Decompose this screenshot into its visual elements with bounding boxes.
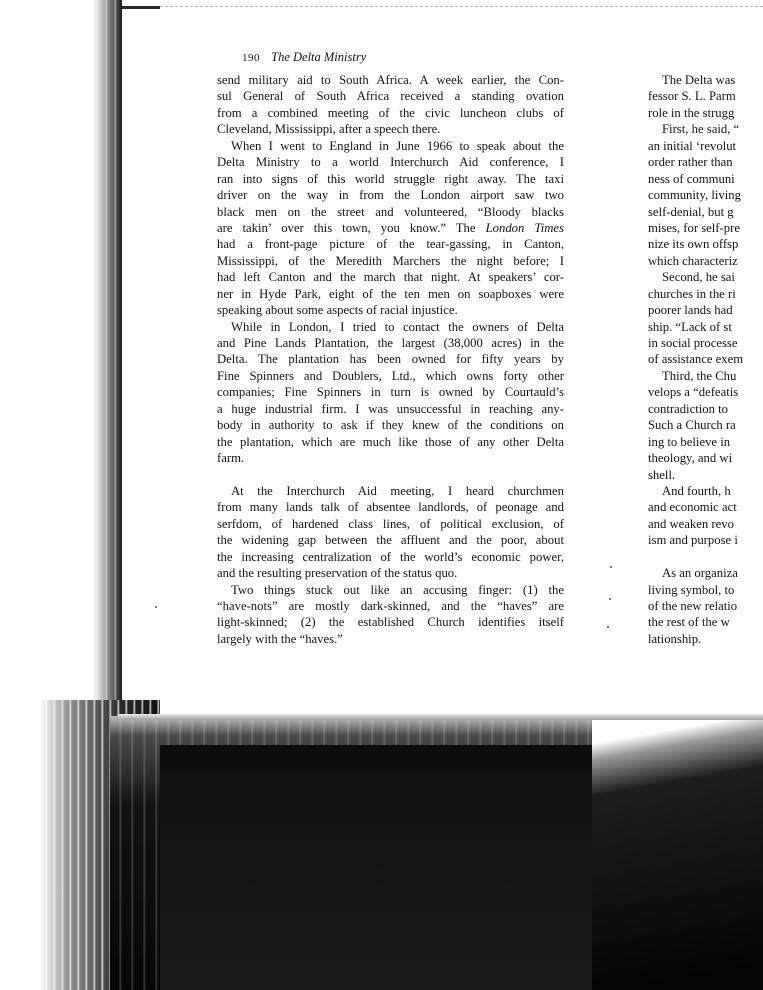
text-line-content: of assistance exem [648,352,744,367]
text-line-content: When I went to England in June 1966 to speak about the [231,138,564,153]
text-line [217,483,564,499]
text-line [217,549,564,565]
text-line [217,417,564,433]
text-line-content: “have-nots” are mostly dark-skinned, and the “haves” are [217,599,564,613]
text-line [648,351,763,367]
text-line-content: driver on the way in from the London airport saw two [217,188,564,203]
text-line-content: Such a Church ra [648,418,736,433]
text-line-content: order rather than [648,155,733,170]
page-bottom-edge [118,714,763,720]
text-line [217,88,564,104]
text-line [217,171,564,187]
text-line [648,204,763,220]
text-line [648,598,763,614]
text-line [648,368,763,384]
text-line [217,582,564,598]
text-line [217,631,564,647]
text-line-content: Fine Spinners and Doublers, Ltd., which owns forty other [217,368,564,383]
paragraph-break [217,467,564,483]
text-line [648,516,763,532]
text-line-content: Third, the Chu [662,368,737,383]
text-line-content: a huge industrial firm. I was unsuccessful in reaching any- [217,401,564,416]
text-line [648,417,763,433]
text-line [217,319,564,335]
text-line-content: Two things stuck out like an accusing finger: (1) the [231,582,564,597]
text-line [217,614,564,630]
left-text-column [217,72,564,647]
text-line [648,236,763,252]
text-line-content: velops a “defeatis [648,385,739,400]
text-line-content: nize its own offsp [648,237,739,252]
text-line [217,499,564,515]
text-line [648,72,763,88]
text-line [217,335,564,351]
text-line-content: While in London, I tried to contact the owners of Delta [231,319,564,334]
text-line [648,532,763,548]
text-line [648,565,763,581]
text-line-content: of the new relatio [648,599,738,613]
text-line-content: and the resulting preservation of the status quo. [217,566,458,581]
text-line-content: ism and purpose i [648,533,738,548]
text-line [217,598,564,614]
text-line-content: As an organiza [662,566,738,581]
text-line-content: black men on the street and volunteered, “Bloody blacks [217,204,564,219]
text-line [217,138,564,154]
text-line [648,171,763,187]
text-line-content: shell. [648,467,676,482]
text-line [217,302,564,318]
text-line-content: Second, he sai [662,270,735,285]
text-line [217,532,564,548]
text-line [648,582,763,598]
text-line [217,253,564,269]
text-line-content: serfdom, of hardened class lines, of political exclusion, of [217,516,564,531]
text-line-content: Delta. The plantation has been owned for fifty years by [217,352,564,367]
text-line-content: living symbol, to [648,582,735,597]
text-line [648,302,763,318]
text-line-content: an initial ‘revolut [648,138,737,153]
text-line-content: companies; Fine Spinners in turn is owned by Courtauld’s [217,385,564,400]
text-line-content: from a combined meeting of the civic luncheon clubs of [217,105,564,120]
text-line [648,499,763,515]
text-line [217,434,564,450]
text-line-content: from many lands talk of absentee landlords, of peonage and [217,500,564,515]
text-line-content: First, he said, “ [662,122,740,137]
text-line-content: role in the strugg [648,105,735,120]
text-line-content: lationship. [648,631,702,646]
text-line-content: body in authority to ask if they knew of the conditions on [217,418,564,433]
text-line [217,187,564,203]
italic-title: London Times [485,220,564,235]
text-line-content: had left Canton and the march that night. At speakers’ cor- [217,270,564,285]
right-text-column-cropped [648,72,763,647]
scan-edge-line [150,6,763,7]
text-line-content: and economic act [648,500,737,515]
text-line [217,121,564,137]
text-line-content: The Delta was [662,73,736,87]
text-line [648,220,763,236]
text-line-content: And fourth, h [662,483,731,498]
text-line-content: contradiction to [648,401,728,416]
text-line [648,631,763,647]
text-line [648,286,763,302]
text-line-content: which characteriz [648,253,738,268]
text-line [217,220,564,236]
right-page-bottom-shadow [592,715,763,990]
text-line-content: sul General of South Africa received a standing ovation [217,89,564,104]
running-head [242,50,366,65]
text-line-content: and Pine Lands Plantation, the largest (38,000 acres) in the [217,336,564,350]
text-line [217,236,564,252]
text-line-content: ship. “Lack of st [648,319,732,334]
text-line-content: largely with the “haves.” [217,631,343,646]
text-line-content: Mississippi, of the Meredith Marchers the night before; I [217,253,564,268]
text-line-content: speaking about some aspects of racial injustice. [217,303,458,318]
page-number: 190 [242,52,260,64]
text-line-content: Cleveland, Mississippi, after a speech there. [217,122,441,137]
text-line [217,154,564,170]
text-line-content: ing to believe in [648,434,731,449]
text-line [648,187,763,203]
text-line-content: the increasing centralization of the world’s economic power, [217,549,564,564]
text-line [217,516,564,532]
text-line [217,384,564,400]
text-line [217,286,564,302]
text-line-content: and weaken revo [648,516,734,531]
text-line-content: the plantation, which are much like those of any other Delta [217,434,564,449]
text-line-content: theology, and wi [648,451,733,466]
text-line [217,351,564,367]
text-line-content: At the Interchurch Aid meeting, I heard churchmen [231,483,564,498]
text-line-content: poorer lands had [648,303,733,318]
text-line [217,72,564,88]
text-line-content: ness of communi [648,171,735,186]
text-line-content: the widening gap between the affluent and the poor, about [217,533,564,548]
text-line-content: ner in Hyde Park, eight of the ten men on soapboxes were [217,286,564,301]
text-line-content: light-skinned; (2) the established Church identifies itself [217,615,564,630]
running-title: The Delta Ministry [271,50,367,64]
text-line [648,154,763,170]
text-line [217,565,564,581]
text-line-content: in social processe [648,336,738,350]
text-line-content: the rest of the w [648,615,730,630]
paragraph-break [648,549,763,565]
text-line [648,335,763,351]
text-line [217,105,564,121]
text-line [648,88,763,104]
text-line-content: had a front-page picture of the tear-gassing, in Canton, [217,237,564,252]
bottom-dark-region [160,745,610,990]
text-line [648,121,763,137]
text-line [648,384,763,400]
text-line-content: are takin’ over this town, you know.” The [217,220,486,235]
text-line [648,614,763,630]
text-line [648,434,763,450]
text-line [648,319,763,335]
text-line-content: Delta Ministry to a world Interchurch Aid conference, I [217,155,564,170]
text-line [217,401,564,417]
text-line-content: churches in the ri [648,286,736,301]
text-line-content: self-denial, but g [648,204,734,219]
text-line [648,253,763,269]
text-line [648,269,763,285]
text-line [648,401,763,417]
text-line [217,269,564,285]
text-line [648,467,763,483]
text-line [217,368,564,384]
text-line [648,450,763,466]
text-line-content: fessor S. L. Parm [648,89,736,104]
text-line-content: community, living [648,188,741,203]
text-line-content: farm. [217,451,245,466]
text-line [648,483,763,499]
text-line [648,138,763,154]
text-line-content: ran into signs of this world struggle right away. The taxi [217,171,564,186]
text-line-content: mises, for self-pre [648,220,740,235]
text-line [648,105,763,121]
text-line [217,204,564,220]
text-line-content: send military aid to South Africa. A week earlier, the Con- [217,73,564,87]
text-line [217,450,564,466]
